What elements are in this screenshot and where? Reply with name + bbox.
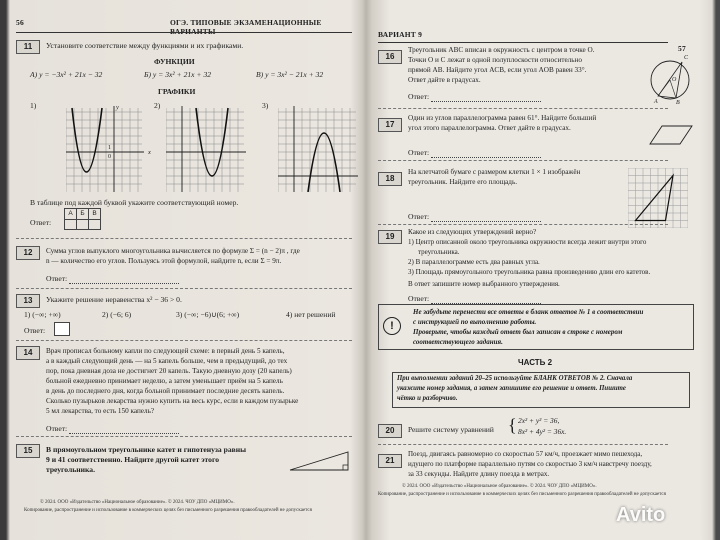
answer-cell-c[interactable] — [89, 219, 101, 229]
separator — [16, 436, 352, 438]
option-2: 2) (−6; 6) — [102, 310, 132, 319]
header-rule — [378, 42, 668, 43]
t14-line-2: а в каждый следующий день — на 5 капель больше, чем в предыдущий, до тех — [46, 357, 288, 365]
graph-1-label: 1) — [30, 101, 37, 110]
t15-line-2: 9 и 41 соответственно. Найдите другой катет этого — [46, 455, 220, 464]
equation-1: 2x² + y² = 36, — [518, 416, 560, 425]
right-page — [372, 0, 702, 540]
task-number: 21 — [378, 454, 402, 468]
t21-line-3: за 33 секунды. Найдите длину поезда в метрах. — [408, 470, 550, 478]
left-footer-rights: Копирование, распространение и использование в коммерческих целях без письменного разрешения правообладателей не допускается — [24, 508, 312, 513]
task-number: 14 — [16, 346, 40, 360]
left-page-number: 56 — [16, 18, 24, 27]
system-brace: { — [508, 415, 517, 435]
t16-line-4: Ответ дайте в градусах. — [408, 76, 481, 84]
axis-y-label: y — [116, 104, 119, 111]
t14-line-7: 5 мл лекарства, то есть 150 капель? — [46, 407, 155, 415]
t16-line-2: Точки O и C лежат в одной полуплоскости относительно — [408, 56, 582, 64]
t11-answer-table[interactable] — [64, 208, 101, 230]
warning-line-1: Не забудьте перенести все ответы в бланк ответов № 1 в соответствии — [413, 308, 644, 316]
t15-line-3: треугольника. — [46, 465, 95, 474]
warning-line-2: с инструкцией по выполнению работы. — [413, 318, 537, 326]
task-number: 20 — [378, 424, 402, 438]
t14-line-5: в день до последнего дня, когда больной принимает последние десять капель. — [46, 387, 285, 395]
t11-answer-label: Ответ: — [30, 218, 52, 227]
separator — [16, 288, 352, 290]
option-3: 3) (−∞; −6)∪(6; +∞) — [176, 310, 240, 319]
t18-line-1: На клетчатой бумаге с размером клетки 1 × 1 изображён — [408, 168, 581, 176]
parallelogram-figure — [648, 124, 694, 146]
function-a: А) y = −3x² + 21x − 32 — [30, 70, 103, 79]
axis-zero-label: 0 — [108, 154, 111, 160]
graph-3-label: 3) — [262, 101, 269, 110]
graphs-title: ГРАФИКИ — [158, 87, 196, 96]
t17-line-2: угол этого параллелограмма. Ответ дайте в градусах. — [408, 124, 571, 132]
t13-text: Укажите решение неравенства x² − 36 > 0. — [46, 295, 182, 304]
separator — [16, 340, 352, 342]
statement-3: 3) Площадь прямоугольного треугольника равна произведению длин его катетов. — [408, 268, 651, 276]
t13-answer-box[interactable] — [54, 322, 70, 336]
graph-3 — [278, 104, 358, 192]
part-2-line-3: чётко и разборчиво. — [397, 395, 458, 402]
separator — [378, 160, 668, 162]
t11-note: В таблице под каждой буквой укажите соответствующий номер. — [30, 198, 239, 207]
answer-label: Ответ: — [408, 92, 430, 101]
t14-line-4: больной ежедневно принимает неделю, а затем уменьшает приём на 5 капель — [46, 377, 283, 385]
t16-line-3: прямой AB. Найдите угол ACB, если угол AOB равен 33°. — [408, 66, 587, 74]
task-text: Установите соответствие между функциями и их графиками. — [46, 41, 244, 50]
graph-1 — [66, 104, 144, 192]
left-footer-copyright: © 2024. ООО «Издательство «Национальное образование». © 2024. ЧОУ ДПО «МЦИМО». — [40, 500, 235, 505]
t17-line-1: Один из углов параллелограмма равен 61°. Найдите больший — [408, 114, 597, 122]
task-number: 18 — [378, 172, 402, 186]
answer-label: Ответ: — [46, 274, 68, 283]
axis-one-label: 1 — [108, 145, 111, 151]
right-page-number: 57 — [678, 44, 686, 53]
right-footer-rights: Копирование, распространение и использование в коммерческих целях без письменного разрешения правообладателей не допускается — [378, 492, 666, 497]
point-c-label: C — [684, 55, 689, 61]
functions-title: ФУНКЦИИ — [154, 57, 195, 66]
separator — [378, 224, 668, 226]
point-b-label: B — [676, 100, 680, 106]
triangle-grid-figure — [628, 168, 688, 228]
equation-2: 8x² + 4y² = 36x. — [518, 427, 567, 436]
graph-2-label: 2) — [154, 101, 161, 110]
t20-text: Решите систему уравнений — [408, 425, 494, 434]
part-2-instructions — [392, 372, 690, 408]
point-o-label: O — [672, 77, 677, 83]
t16-line-1: Треугольник ABC вписан в окружность с центром в точке O. — [408, 46, 595, 54]
col-b: Б — [77, 209, 89, 220]
left-running-header: ОГЭ. ТИПОВЫЕ ЭКЗАМЕНАЦИОННЫЕ — [170, 18, 322, 27]
t14-answer[interactable] — [46, 424, 179, 434]
avito-watermark: Avito — [616, 504, 666, 526]
part-2-line-1: При выполнении заданий 20–25 используйте БЛАНК ОТВЕТОВ № 2. Сначала — [397, 375, 633, 382]
t14-line-6: Сколько пузырьков лекарства нужно купить на весь курс, если в каждом пузырьке — [46, 397, 299, 405]
t19-note: В ответ запишите номер выбранного утверждения. — [408, 280, 560, 288]
statement-2: 2) В параллелограмме есть два равных угла. — [408, 258, 540, 266]
point-a-label: A — [654, 99, 658, 105]
col-c: В — [89, 209, 101, 220]
function-b: Б) y = 3x² + 21x + 32 — [144, 70, 212, 79]
answer-cell-b[interactable] — [77, 219, 89, 229]
answer-label: Ответ: — [46, 424, 68, 433]
task-number: 12 — [16, 246, 40, 260]
graph-2 — [166, 104, 246, 192]
left-page — [10, 0, 360, 540]
t12-line-1: Сумма углов выпуклого многоугольника вычисляется по формуле Σ = (n − 2)π , где — [46, 247, 300, 255]
statement-1: 1) Центр описанной около треугольника окружности всегда лежит внутри этого — [408, 238, 647, 246]
separator — [16, 238, 352, 240]
task-number: 19 — [378, 230, 402, 244]
right-footer-copyright: © 2024. ООО «Издательство «Национальное образование». © 2024. ЧОУ ДПО «МЦИМО». — [402, 484, 597, 489]
part-2-title: ЧАСТЬ 2 — [518, 358, 553, 367]
t17-answer[interactable] — [408, 148, 541, 158]
function-c: В) y = 3x² − 21x + 32 — [256, 70, 324, 79]
t14-line-1: Врач прописал больному капли по следующей схеме: в первый день 5 капель, — [46, 347, 285, 355]
task-number: 15 — [16, 444, 40, 458]
option-4: 4) нет решений — [286, 310, 336, 319]
t19-line-1: Какое из следующих утверждений верно? — [408, 228, 537, 236]
answer-label: Ответ: — [408, 212, 430, 221]
warning-line-3: Проверьте, чтобы каждый ответ был записан в строке с номером — [413, 328, 623, 336]
exclamation-icon: ! — [383, 317, 401, 335]
header-rule — [16, 32, 352, 33]
t15-line-1: В прямоугольном треугольнике катет и гипотенуза равны — [46, 445, 247, 454]
task-number: 11 — [16, 40, 40, 54]
task-number: 17 — [378, 118, 402, 132]
separator — [378, 444, 668, 446]
t21-line-2: идущего по платформе параллельно путям со скоростью 3 км/ч навстречу поезду, — [408, 460, 652, 468]
t12-answer[interactable] — [46, 274, 179, 284]
option-1: 1) (−∞; +∞) — [24, 310, 61, 319]
t14-line-3: пор, пока дневная доза не достигнет 20 капель. Такую дневную дозу (20 капель) — [46, 367, 292, 375]
answer-label: Ответ: — [408, 294, 430, 303]
variant-header: ВАРИАНТ 9 — [378, 30, 423, 39]
axis-x-label: x — [148, 149, 151, 156]
task-number: 16 — [378, 50, 402, 64]
warning-line-4: соответствующего задания. — [413, 338, 503, 346]
t12-line-2: n — количество его углов. Пользуясь этой формулой, найдите n, если Σ = 9π. — [46, 257, 282, 265]
t18-answer[interactable] — [408, 212, 541, 222]
t19-answer[interactable] — [408, 294, 541, 304]
t13-answer-label: Ответ: — [24, 326, 46, 335]
answer-cell-a[interactable] — [65, 219, 77, 229]
t18-line-2: треугольник. Найдите его площадь. — [408, 178, 518, 186]
t21-line-1: Поезд, двигаясь равномерно со скоростью 57 км/ч, проезжает мимо пешехода, — [408, 450, 643, 458]
answer-label: Ответ: — [408, 148, 430, 157]
task-number: 13 — [16, 294, 40, 308]
t16-answer[interactable] — [408, 92, 541, 102]
part-2-line-2: укажите номер задания, а затем запишите его решение и ответ. Пишите — [397, 385, 626, 392]
statement-1-cont: треугольника. — [418, 248, 460, 256]
separator — [378, 108, 668, 110]
col-a: А — [65, 209, 77, 220]
right-triangle-figure — [288, 450, 352, 472]
warning-box — [378, 304, 694, 350]
